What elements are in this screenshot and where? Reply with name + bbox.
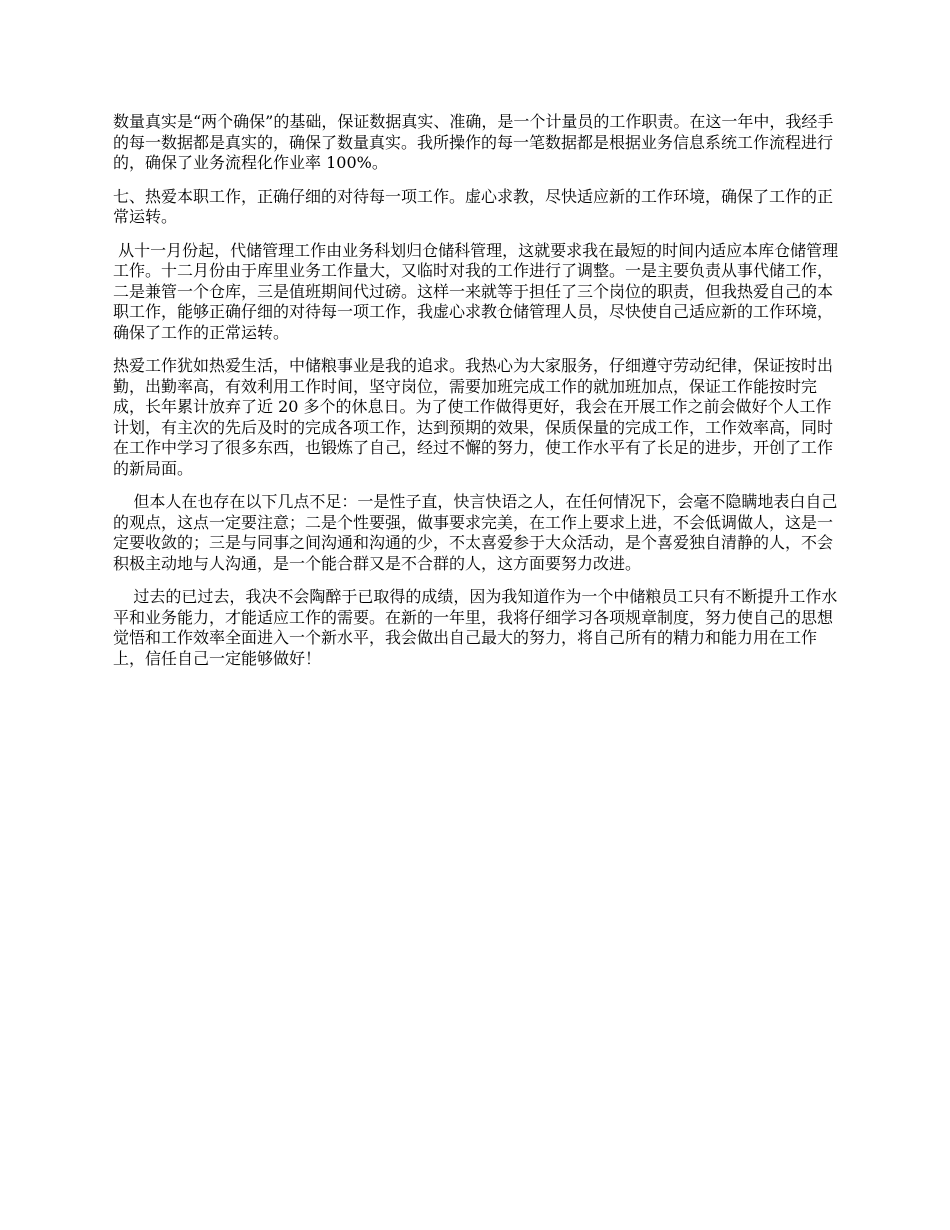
paragraph-data-accuracy: 数量真实是“两个确保”的基础，保证数据真实、准确，是一个计量员的工作职责。在这一年中，我经手的每一数据都是真实的，确保了数量真实。我所操作的每一笔数据都是根据业务信息系统工作流程进行的，确保了业务流程化作业率 100%。 (113, 112, 834, 172)
paragraph-section-seven: 七、热爱本职工作，正确仔细的对待每一项工作。虚心求教，尽快适应新的工作环境，确保了工作的正常运转。 (113, 186, 834, 226)
paragraph-conclusion: 过去的已过去，我决不会陶醉于已取得的成绩，因为我知道作为一个中储粮员工只有不断提升工作水平和业务能力，才能适应工作的需要。在新的一年里，我将仔细学习各项规章制度，努力使自己的思想觉悟和工作效率全面进入一个新水平，我会做出自己最大的努力，将自己所有的精力和能力用在工作上，信任自己一定能够做好！ (113, 587, 838, 668)
paragraph-storage-management: 从十一月份起，代储管理工作由业务科划归仓储科管理，这就要求我在最短的时间内适应本库仓储管理工作。十二月份由于库里业务工作量大，又临时对我的工作进行了调整。一是主要负责从事代储工作，二是兼管一个仓库，三是值班期间代过磅。这样一来就等于担任了三个岗位的职责，但我热爱自己的本职工作，能够正确仔细的对待每一项工作，我虚心求教仓储管理人员，尽快使自己适应新的工作环境，确保了工作的正常运转。 (113, 240, 839, 342)
document-page (113, 112, 840, 682)
paragraph-work-attitude: 热爱工作犹如热爱生活，中储粮事业是我的追求。我热心为大家服务，仔细遵守劳动纪律，保证按时出勤，出勤率高，有效利用工作时间，坚守岗位，需要加班完成工作的就加班加点，保证工作能按时完成，长年累计放弃了近 20 多个的休息日。为了使工作做得更好，我会在开展工作之前会做好个人工作计划，有主次的先后及时的完成各项工作，达到预期的效果，保质保量的完成工作，工作效率高，同时在工作中学习了很多东西，也锻炼了自己，经过不懈的努力，使工作水平有了长足的进步，开创了工作的新局面。 (113, 356, 834, 478)
paragraph-shortcomings: 但本人在也存在以下几点不足：一是性子直，快言快语之人，在任何情况下，会毫不隐瞒地表白自己的观点，这点一定要注意；二是个性要强，做事要求完美，在工作上要求上进，不会低调做人，这是一定要收敛的；三是与同事之间沟通和沟通的少，不太喜爱参于大众活动，是个喜爱独自清静的人，不会积极主动地与人沟通，是一个能合群又是不合群的人，这方面要努力改进。 (113, 492, 838, 573)
